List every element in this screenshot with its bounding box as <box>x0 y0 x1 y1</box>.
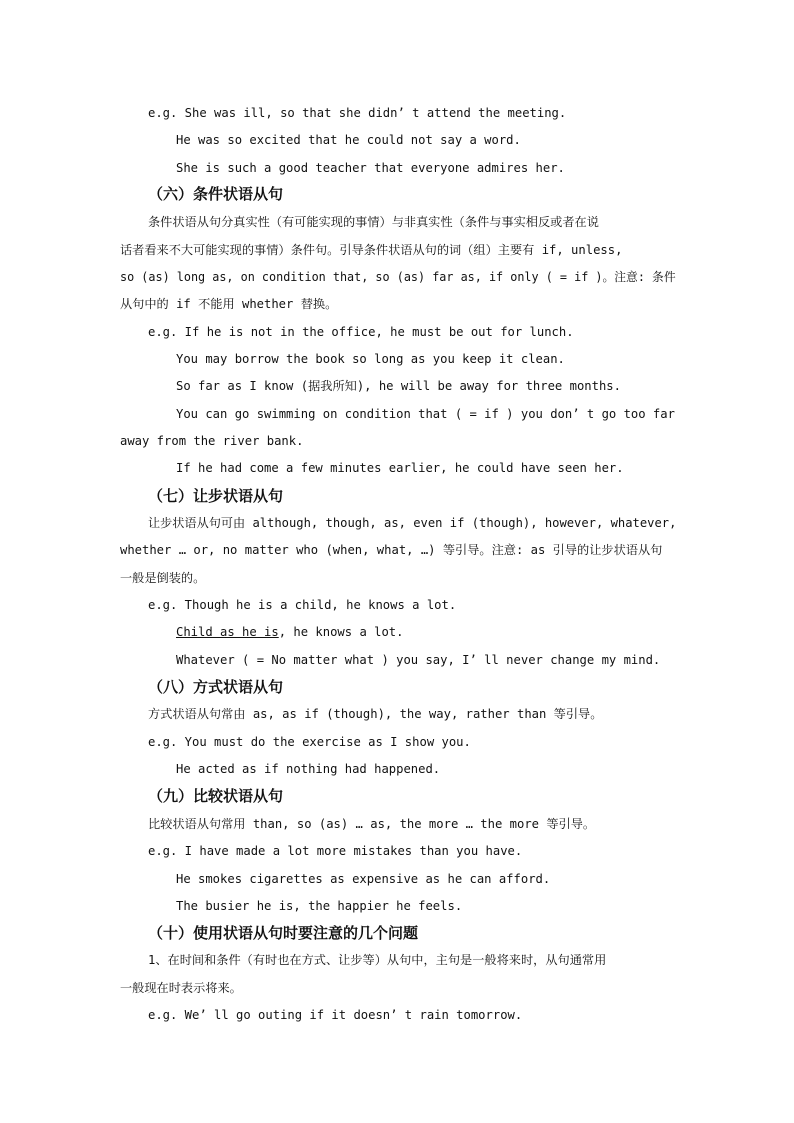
example-line: e.g. I have made a lot more mistakes than you have. <box>148 844 523 858</box>
paragraph-line: so (as) long as, on condition that, so (as) far as, if only ( = if )。注意: 条件 <box>120 270 676 284</box>
example-line-rest: , he knows a lot. <box>278 625 404 639</box>
section-heading-notes: （十）使用状语从句时要注意的几个问题 <box>148 924 419 942</box>
section-heading-manner: （八）方式状语从句 <box>148 678 284 696</box>
example-line: e.g. Though he is a child, he knows a lot. <box>148 598 457 612</box>
example-line: He smokes cigarettes as expensive as he can afford. <box>176 872 551 886</box>
section-heading-comparison: （九）比较状语从句 <box>148 787 284 805</box>
section-heading-conditional: （六）条件状语从句 <box>148 185 284 203</box>
example-line: e.g. We’ ll go outing if it doesn’ t rain tomorrow. <box>148 1008 523 1022</box>
paragraph-line: 让步状语从句可由 although, though, as, even if (though), however, whatever, <box>148 516 677 530</box>
example-line: He was so excited that he could not say a word. <box>176 133 521 147</box>
paragraph-line: 比较状语从句常用 than, so (as) … as, the more … the more 等引导。 <box>148 817 596 831</box>
paragraph-line: 话者看来不大可能实现的事情）条件句。引导条件状语从句的词（组）主要有 if, unless, <box>120 243 623 257</box>
paragraph-line: 1、在时间和条件（有时也在方式、让步等）从句中，主句是一般将来时，从句通常用 <box>148 953 607 967</box>
example-line: e.g. You must do the exercise as I show you. <box>148 735 471 749</box>
underlined-phrase: Child as he is <box>176 625 279 639</box>
paragraph-line: 方式状语从句常由 as, as if (though), the way, rather than 等引导。 <box>148 707 603 721</box>
example-line: He acted as if nothing had happened. <box>176 762 441 776</box>
example-line: The busier he is, the happier he feels. <box>176 899 463 913</box>
example-line: So far as I know (据我所知), he will be away for three months. <box>176 379 621 393</box>
example-line: away from the river bank. <box>120 434 304 448</box>
paragraph-line: 从句中的 if 不能用 whether 替换。 <box>120 297 338 311</box>
paragraph-line: 一般现在时表示将来。 <box>120 981 242 995</box>
example-line <box>176 623 403 641</box>
paragraph-line: whether … or, no matter who (when, what, …) 等引导。注意: as 引导的让步状语从句 <box>120 543 663 557</box>
paragraph-line: 一般是倒装的。 <box>120 571 206 585</box>
example-line: e.g. If he is not in the office, he must be out for lunch. <box>148 325 574 339</box>
paragraph-line: 条件状语从句分真实性（有可能实现的事情）与非真实性（条件与事实相反或者在说 <box>148 215 599 229</box>
example-line: You may borrow the book so long as you keep it clean. <box>176 352 565 366</box>
example-line: e.g. She was ill, so that she didn’ t attend the meeting. <box>148 106 567 120</box>
example-line: If he had come a few minutes earlier, he could have seen her. <box>176 461 624 475</box>
section-heading-concession: （七）让步状语从句 <box>148 487 284 505</box>
example-line: She is such a good teacher that everyone admires her. <box>176 161 565 175</box>
example-line: Whatever ( = No matter what ) you say, I’ ll never change my mind. <box>176 653 661 667</box>
example-line: You can go swimming on condition that ( = if ) you don’ t go too far <box>176 407 675 421</box>
